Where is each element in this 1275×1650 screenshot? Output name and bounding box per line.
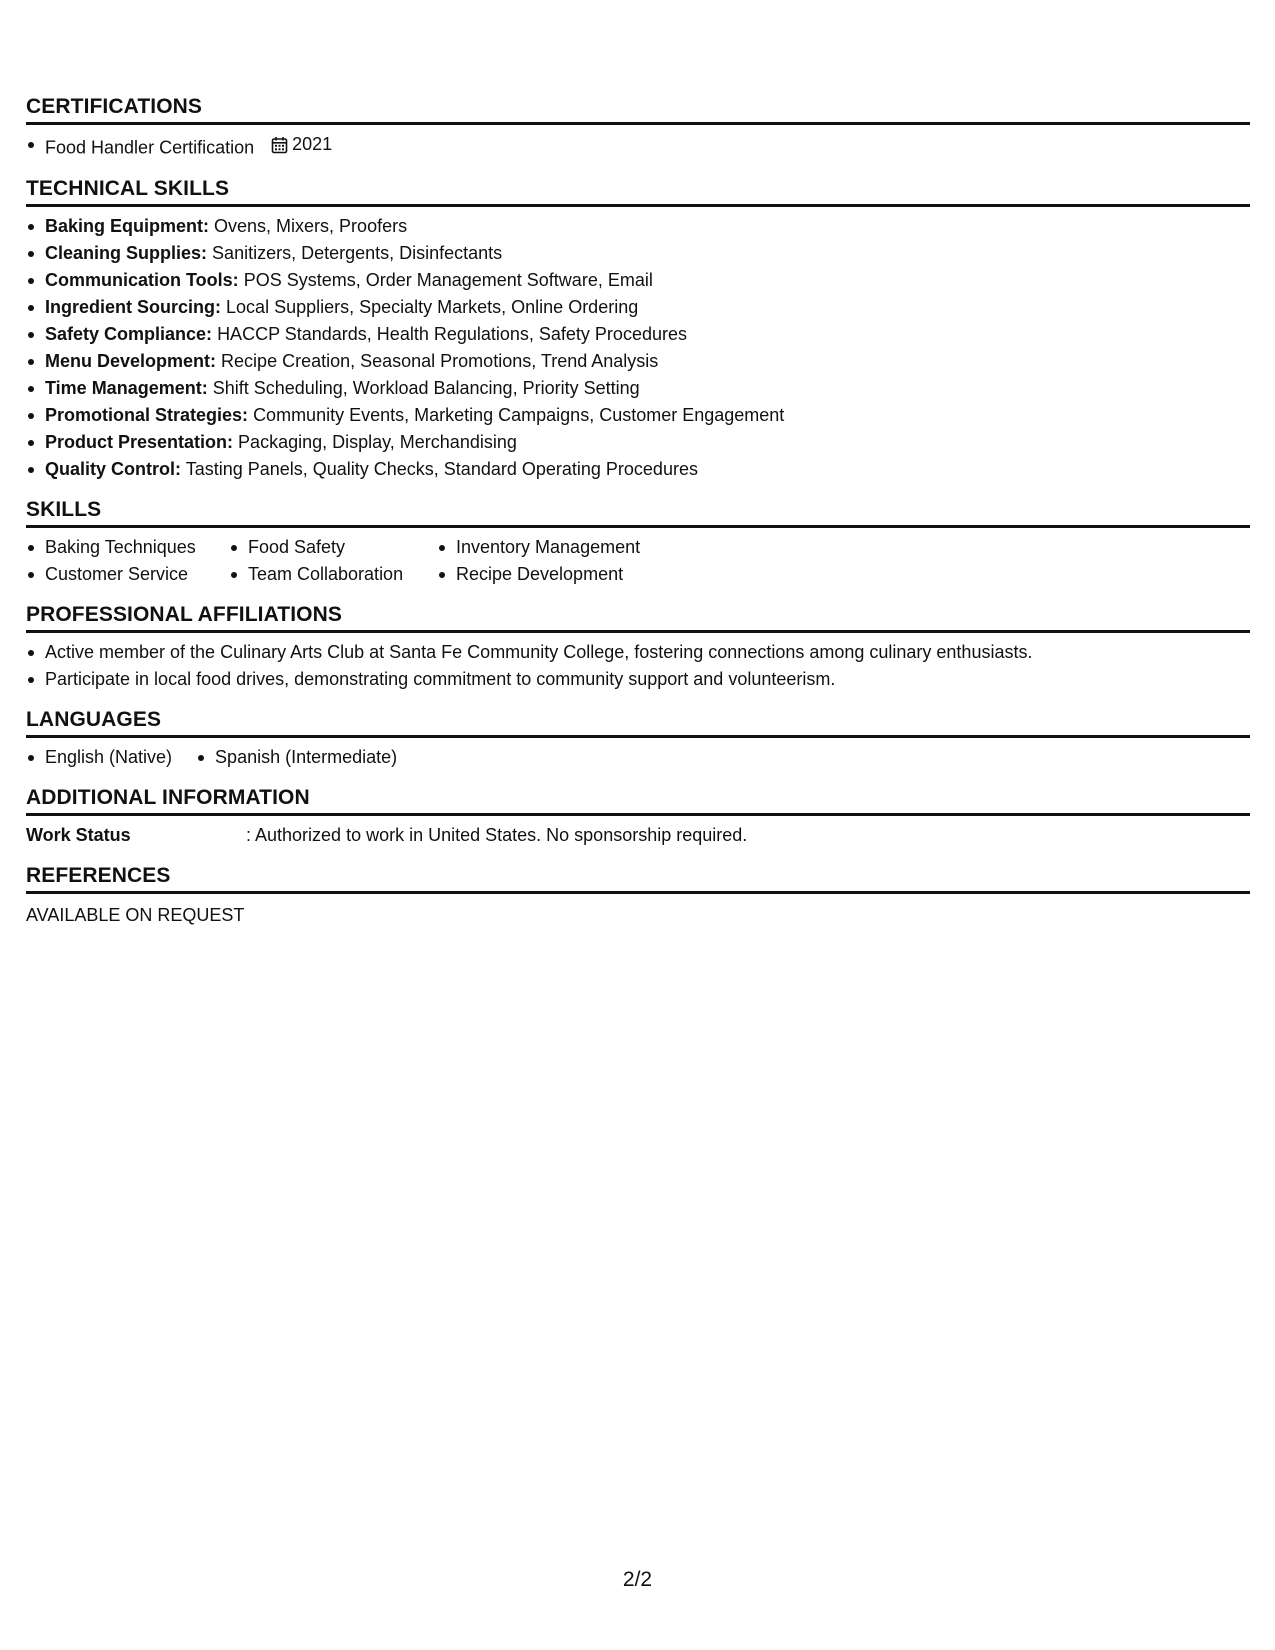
list-item: Active member of the Culinary Arts Club at Santa Fe Community College, fostering connections among culinary enthusiasts. xyxy=(26,639,1250,666)
list-item xyxy=(26,131,1250,162)
list-item: Inventory Management xyxy=(437,534,657,561)
references-text: AVAILABLE ON REQUEST xyxy=(26,904,245,925)
skill-category: Product Presentation: xyxy=(45,431,234,452)
list-item: Participate in local food drives, demonstrating commitment to community support and volunteerism. xyxy=(26,666,1250,693)
section-title-skills: SKILLS xyxy=(26,498,1250,528)
list-item xyxy=(26,375,1250,402)
additional-info-section xyxy=(26,786,1250,849)
info-label: Work Status xyxy=(26,824,131,845)
calendar-icon xyxy=(271,136,288,154)
skill-values: Recipe Creation, Seasonal Promotions, Trend Analysis xyxy=(221,350,659,371)
list-item xyxy=(26,348,1250,375)
technical-skills-section xyxy=(26,177,1250,483)
skill-values: Sanitizers, Detergents, Disinfectants xyxy=(212,242,503,263)
references-section xyxy=(26,864,1250,929)
certification-name: Food Handler Certification xyxy=(45,137,255,158)
skills-grid xyxy=(26,534,1250,588)
list-item xyxy=(26,321,1250,348)
list-item: English (Native) xyxy=(26,744,172,771)
languages-list xyxy=(26,744,1250,771)
list-item: Food Safety xyxy=(229,534,437,561)
skill-values: Shift Scheduling, Workload Balancing, Priority Setting xyxy=(212,377,640,398)
list-item xyxy=(26,456,1250,483)
languages-section xyxy=(26,708,1250,771)
skills-column xyxy=(437,534,657,588)
skill-values: Packaging, Display, Merchandising xyxy=(238,431,517,452)
section-title-additional-info: ADDITIONAL INFORMATION xyxy=(26,786,1250,816)
section-title-languages: LANGUAGES xyxy=(26,708,1250,738)
certifications-section xyxy=(26,95,1250,162)
skill-category: Promotional Strategies: xyxy=(45,404,249,425)
skill-values: HACCP Standards, Health Regulations, Safety Procedures xyxy=(217,323,687,344)
skill-category: Baking Equipment: xyxy=(45,215,210,236)
info-value: : Authorized to work in United States. No sponsorship required. xyxy=(246,824,748,845)
skills-column xyxy=(26,534,229,588)
skill-values: POS Systems, Order Management Software, Email xyxy=(243,269,653,290)
list-item: Customer Service xyxy=(26,561,229,588)
list-item xyxy=(26,213,1250,240)
list-item xyxy=(26,402,1250,429)
list-item xyxy=(26,294,1250,321)
info-row xyxy=(26,822,1250,849)
certification-date xyxy=(271,131,332,158)
skill-category: Safety Compliance: xyxy=(45,323,213,344)
section-title-affiliations: PROFESSIONAL AFFILIATIONS xyxy=(26,603,1250,633)
skill-category: Cleaning Supplies: xyxy=(45,242,208,263)
list-item: Team Collaboration xyxy=(229,561,437,588)
list-item: Spanish (Intermediate) xyxy=(196,744,397,771)
skill-category: Quality Control: xyxy=(45,458,181,479)
section-title-references: REFERENCES xyxy=(26,864,1250,894)
list-item xyxy=(26,267,1250,294)
skill-category: Menu Development: xyxy=(45,350,217,371)
section-title-technical-skills: TECHNICAL SKILLS xyxy=(26,177,1250,207)
skills-section xyxy=(26,498,1250,588)
certification-year: 2021 xyxy=(292,134,333,154)
page-number: 2/2 xyxy=(622,1568,653,1591)
list-item xyxy=(26,429,1250,456)
skill-category: Communication Tools: xyxy=(45,269,239,290)
list-item: Baking Techniques xyxy=(26,534,229,561)
certifications-list xyxy=(26,131,1250,162)
affiliations-list xyxy=(26,639,1250,693)
list-item: Recipe Development xyxy=(437,561,657,588)
resume-page xyxy=(26,95,1250,929)
affiliations-section xyxy=(26,603,1250,693)
skills-column xyxy=(229,534,437,588)
list-item xyxy=(26,240,1250,267)
skill-values: Tasting Panels, Quality Checks, Standard Operating Procedures xyxy=(185,458,698,479)
section-title-certifications: CERTIFICATIONS xyxy=(26,95,1250,125)
technical-skills-list xyxy=(26,213,1250,483)
skill-values: Local Suppliers, Specialty Markets, Online Ordering xyxy=(226,296,639,317)
skill-category: Time Management: xyxy=(45,377,208,398)
skill-category: Ingredient Sourcing: xyxy=(45,296,222,317)
skill-values: Ovens, Mixers, Proofers xyxy=(214,215,408,236)
skill-values: Community Events, Marketing Campaigns, Customer Engagement xyxy=(253,404,785,425)
